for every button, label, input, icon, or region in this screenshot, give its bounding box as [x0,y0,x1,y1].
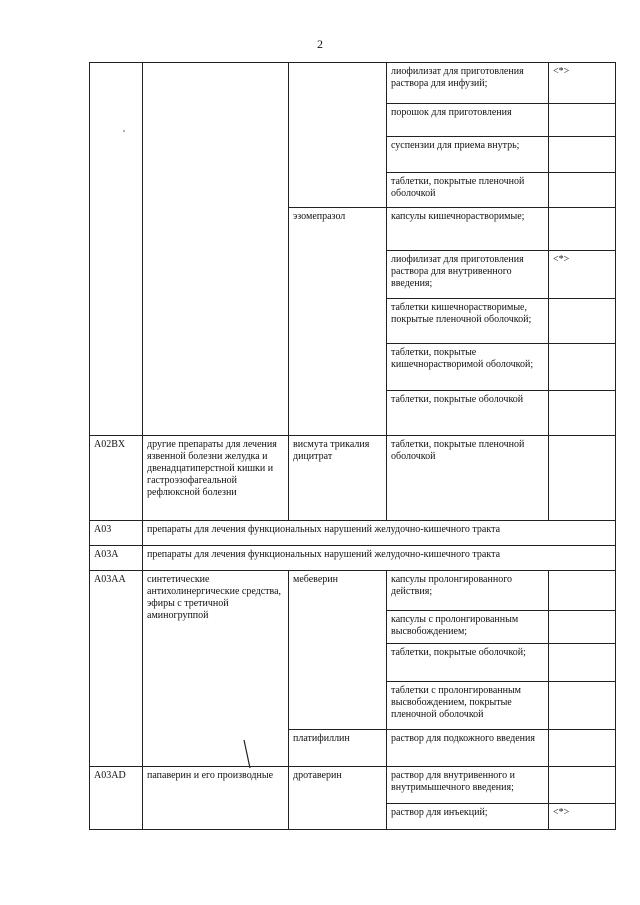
substance-cell: мебеверин [289,571,387,730]
substance-cell: платифиллин [289,730,387,767]
group-name-cell: другие препараты для лечения язвенной болезни желудка и двенадцатиперстной кишки и гастроэзофагеальной рефлюксной болезни [143,436,289,521]
dosage-form-cell: таблетки, покрытые оболочкой; [387,644,549,682]
substance-cell: дротаверин [289,767,387,830]
atc-code-cell: A03AD [90,767,143,830]
dosage-form-cell: таблетки, покрытые оболочкой [387,391,549,436]
note-cell: <*> [549,804,616,830]
page-number: 2 [317,37,323,51]
atc-code-cell: A02BX [90,436,143,521]
atc-code-cell: A03 [90,521,143,546]
dosage-form-cell: капсулы пролонгированного действия; [387,571,549,611]
group-name-cell: препараты для лечения функциональных нарушений желудочно-кишечного тракта [143,521,616,546]
dosage-form-cell: таблетки кишечнорастворимые, покрытые пленочной оболочкой; [387,299,549,344]
dosage-form-cell: таблетки, покрытые пленочной оболочкой [387,436,549,521]
pen-stroke-mark [244,740,250,768]
substance-cell: эзомепразол [289,208,387,436]
dosage-form-cell: лиофилизат для приготовления раствора для инфузий; [387,63,549,104]
dosage-form-cell: таблетки с пролонгированным высвобождением, покрытые пленочной оболочкой [387,682,549,730]
note-cell: <*> [549,251,616,299]
dosage-form-cell: порошок для приготовления [387,104,549,137]
speck-mark [123,130,125,132]
group-name-cell: синтетические антихолинергические средства, эфиры с третичной аминогруппой [143,571,289,767]
dosage-form-cell: таблетки, покрытые пленочной оболочкой [387,173,549,208]
substance-cell: висмута трикалия дицитрат [289,436,387,521]
dosage-form-cell: раствор для подкожного введения [387,730,549,767]
atc-code-cell: A03AA [90,571,143,767]
group-name-cell: папаверин и его производные [143,767,289,830]
group-name-cell: препараты для лечения функциональных нарушений желудочно-кишечного тракта [143,546,616,571]
atc-code-cell: A03A [90,546,143,571]
dosage-form-cell: капсулы кишечнорастворимые; [387,208,549,251]
dosage-form-cell: лиофилизат для приготовления раствора для внутривенного введения; [387,251,549,299]
dosage-form-cell: раствор для внутривенного и внутримышечного введения; [387,767,549,804]
note-cell: <*> [549,63,616,104]
dosage-form-cell: суспензии для приема внутрь; [387,137,549,173]
dosage-form-cell: раствор для инъекций; [387,804,549,830]
dosage-form-cell: капсулы с пролонгированным высвобождением; [387,611,549,644]
dosage-form-cell: таблетки, покрытые кишечнорастворимой оболочкой; [387,344,549,391]
